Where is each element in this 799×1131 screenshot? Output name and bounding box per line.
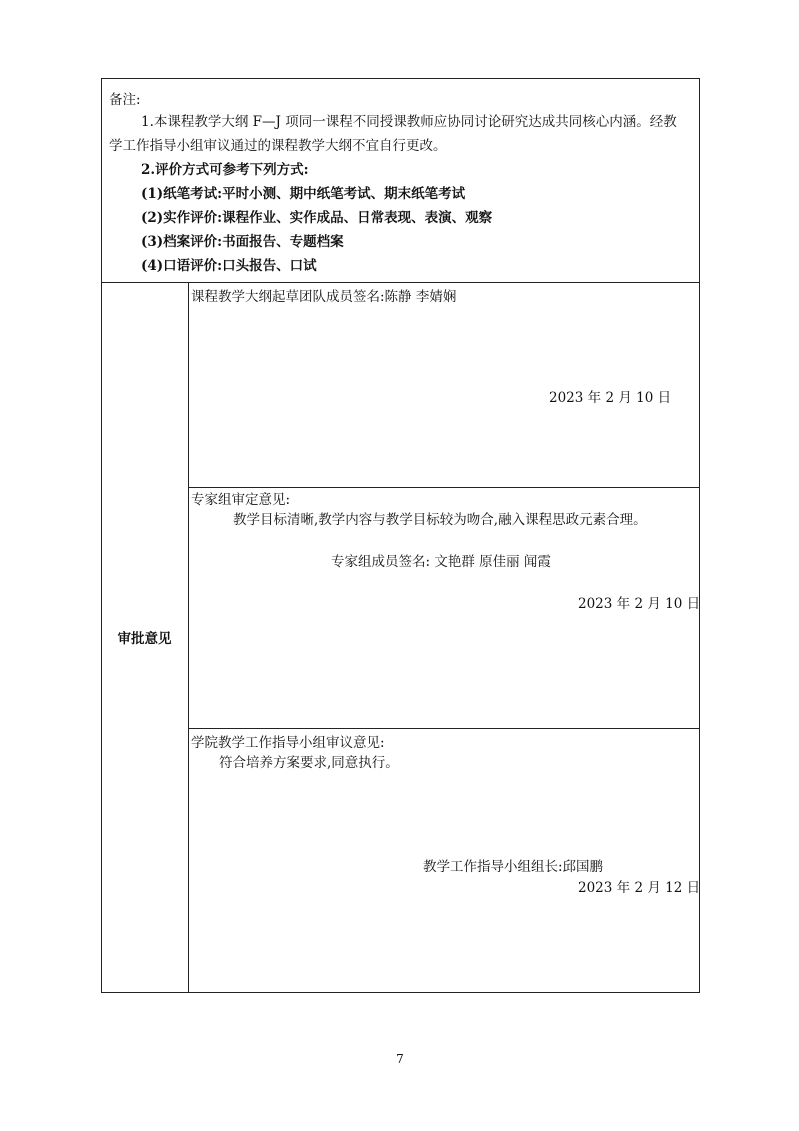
expert-date: 2023 年 2 月 10 日 (578, 596, 701, 612)
notes-item1-line2: 学工作指导小组审议通过的课程教学大纲不宜自行更改。 (109, 138, 447, 154)
notes-method-1: (1)纸笔考试:平时小测、期中纸笔考试、期末纸笔考试 (141, 186, 466, 202)
notes-label: 备注: (109, 92, 141, 108)
expert-divider (188, 728, 700, 729)
college-date: 2023 年 2 月 12 日 (578, 880, 701, 896)
drafting-date: 2023 年 2 月 10 日 (549, 390, 672, 406)
notes-item2: 2.评价方式可参考下列方式: (141, 162, 309, 178)
expert-heading: 专家组审定意见: (191, 492, 291, 508)
drafting-heading: 课程教学大纲起草团队成员签名:陈静 李婧娴 (191, 289, 457, 305)
college-comment: 符合培养方案要求,同意执行。 (219, 755, 399, 771)
expert-signature: 专家组成员签名: 文艳群 原佳丽 闻霞 (331, 554, 551, 570)
notes-method-4: (4)口语评价:口头报告、口试 (141, 258, 317, 274)
label-column-divider (188, 282, 189, 993)
notes-item1-line1: 1.本课程教学大纲 F—J 项同一课程不同授课教师应协同讨论研究达成共同核心内涵。经教 (141, 114, 677, 130)
expert-comment: 教学目标清晰,教学内容与教学目标较为吻合,融入课程思政元素合理。 (233, 512, 647, 528)
notes-method-2: (2)实作评价:课程作业、实作成品、日常表现、表演、观察 (141, 210, 493, 226)
notes-method-3: (3)档案评价:书面报告、专题档案 (141, 234, 344, 250)
college-heading: 学院教学工作指导小组审议意见: (191, 735, 385, 751)
approval-label: 审批意见 (117, 631, 172, 647)
college-leader: 教学工作指导小组组长:邱国鹏 (423, 859, 604, 875)
page-number: 7 (396, 1052, 404, 1066)
drafting-divider (188, 487, 700, 488)
notes-divider (101, 282, 700, 283)
